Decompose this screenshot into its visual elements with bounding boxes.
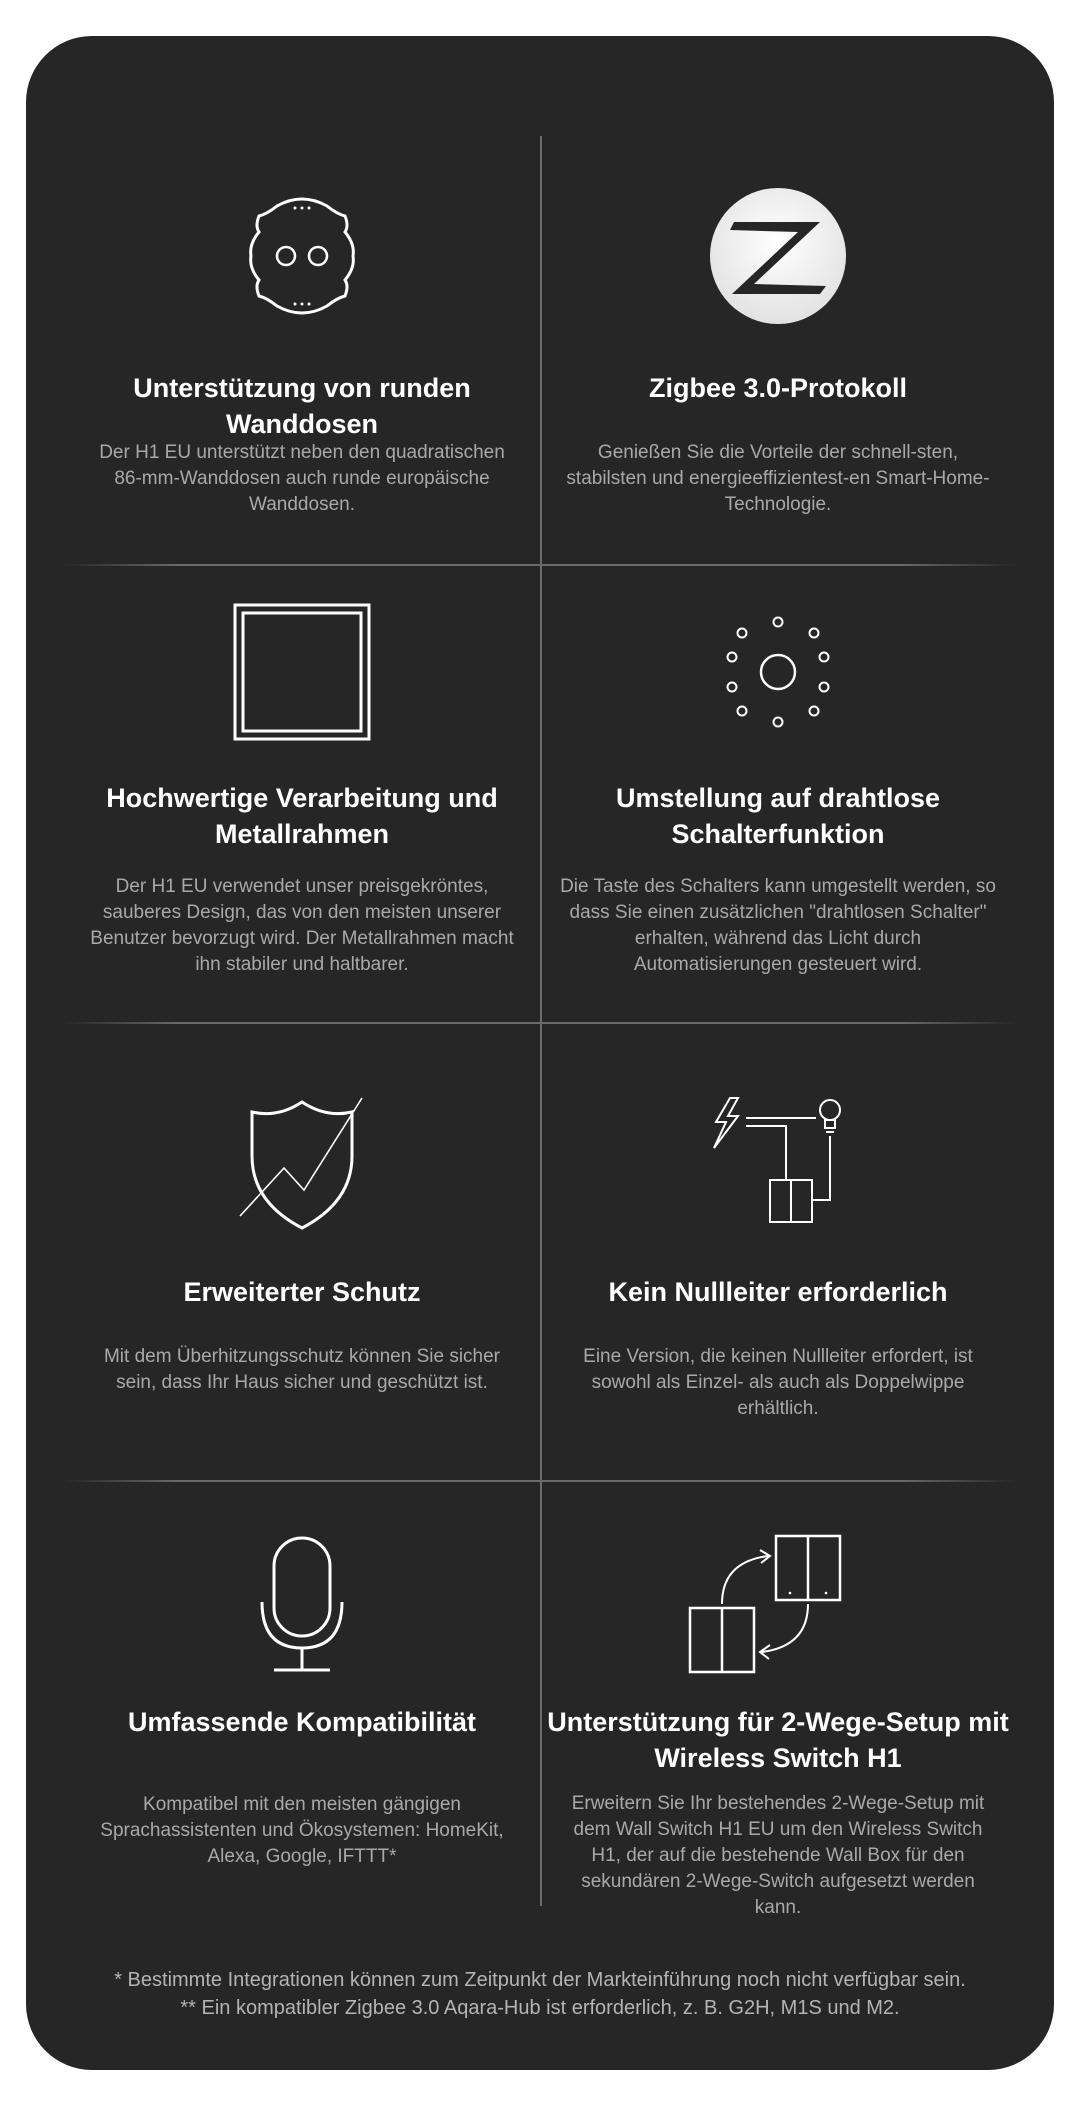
feature-description: Genießen Sie die Vorteile der schnell-sten, stabilsten und energieeffizientest-en Smart-Home-Technologie.: [566, 442, 990, 515]
feature-description: Der H1 EU verwendet unser preisgekröntes, sauberes Design, das von den meisten unserer Benutzer bevorzugt wird. Der Metallrahmen macht ihn stabiler und haltbarer.: [90, 876, 514, 975]
feature-title: Unterstützung von runden Wanddosen: [133, 373, 471, 439]
feature-description: Kompatibel mit den meisten gängigen Sprachassistenten und Ökosystemen: HomeKit, Alexa, Google, IFTTT*: [100, 1794, 504, 1867]
feature-title: Kein Nullleiter erforderlich: [608, 1277, 948, 1307]
horizontal-divider: [64, 564, 1016, 566]
footnote-integrations: * Bestimmte Integrationen können zum Zeitpunkt der Markteinführung noch nicht verfügbar sein.: [114, 1969, 966, 1991]
zigbee-logo-icon: [540, 186, 1016, 336]
shield-icon: [64, 1096, 540, 1246]
footnotes: [26, 1966, 1054, 2022]
feature-description: Eine Version, die keinen Nullleiter erfordert, ist sowohl als Einzel- als auch als Doppelwippe erhältlich.: [583, 1346, 973, 1419]
microphone-icon: [64, 1536, 540, 1686]
feature-title: Hochwertige Verarbeitung und Metallrahmen: [106, 783, 498, 849]
feature-title: Unterstützung für 2-Wege-Setup mit Wireless Switch H1: [547, 1707, 1009, 1773]
two-way-switch-icon: [540, 1532, 1016, 1682]
footnote-hub-required: ** Ein kompatibler Zigbee 3.0 Aqara-Hub ist erforderlich, z. B. G2H, M1S und M2.: [180, 1997, 900, 2019]
horizontal-divider: [64, 1480, 1016, 1482]
no-neutral-wiring-icon: [540, 1096, 1016, 1246]
horizontal-divider: [64, 1022, 1016, 1024]
feature-description: Die Taste des Schalters kann umgestellt werden, so dass Sie einen zusätzlichen "drahtlosen Schalter" erhalten, während das Licht durch Automatisierungen gesteuert wird.: [560, 876, 996, 975]
wireless-switch-icon: [540, 602, 1016, 752]
feature-title: Erweiterter Schutz: [183, 1277, 421, 1307]
square-frame-icon: [64, 602, 540, 752]
feature-title: Zigbee 3.0-Protokoll: [648, 373, 908, 403]
feature-card: [26, 36, 1054, 2070]
feature-description: Erweitern Sie Ihr bestehendes 2-Wege-Setup mit dem Wall Switch H1 EU um den Wireless Switch H1, der auf die bestehende Wall Box für den sekundären 2-Wege-Switch aufgesetzt werden kann.: [571, 1793, 985, 1918]
round-wall-box-icon: [64, 186, 540, 336]
feature-title: Umstellung auf drahtlose Schalterfunktion: [615, 783, 941, 849]
feature-description: Der H1 EU unterstützt neben den quadratischen 86-mm-Wanddosen auch runde europäische Wanddosen.: [99, 442, 505, 515]
feature-description: Mit dem Überhitzungsschutz können Sie sicher sein, dass Ihr Haus sicher und geschützt ist.: [103, 1346, 501, 1393]
feature-title: Umfassende Kompatibilität: [127, 1707, 477, 1737]
